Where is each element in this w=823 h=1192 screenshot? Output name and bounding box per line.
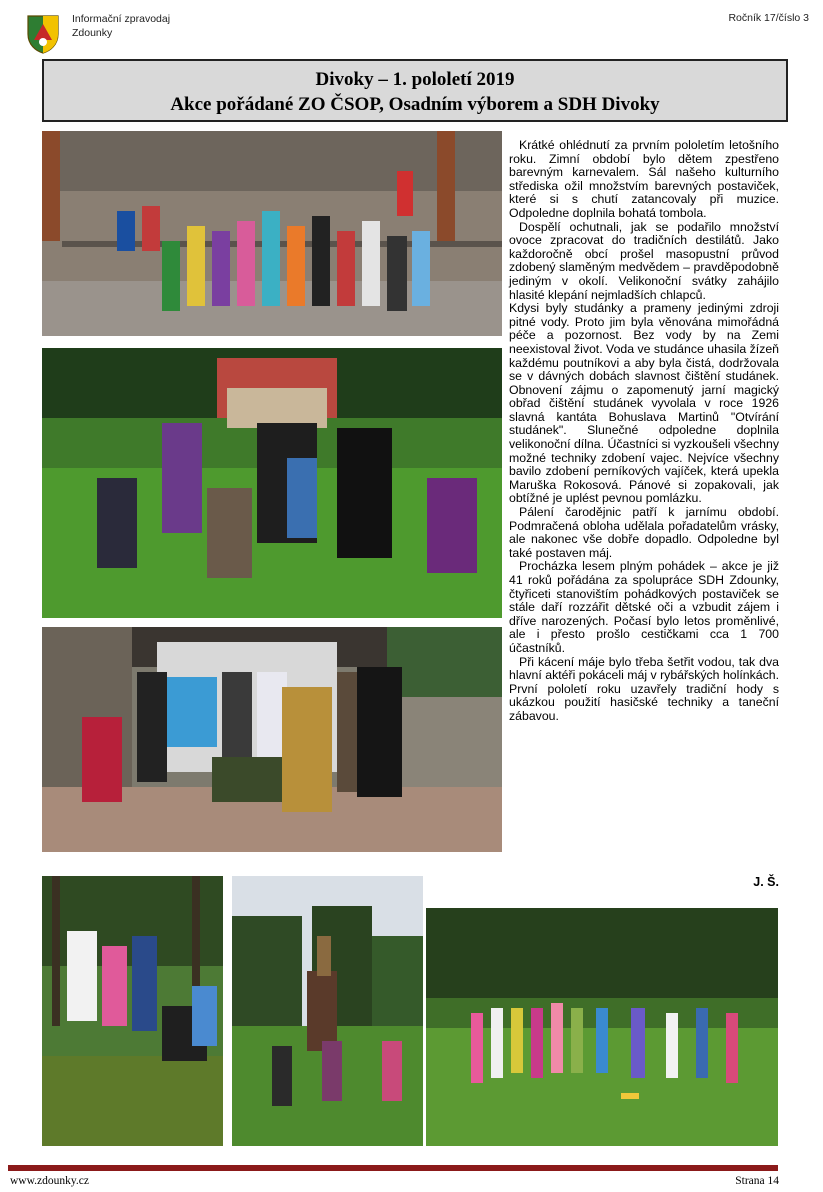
article-body	[509, 139, 779, 724]
photo-carnival	[42, 131, 502, 336]
coat-of-arms-icon	[26, 14, 60, 54]
article-paragraph: Kdysi byly studánky a prameny jedinými zdroji pitné vody. Proto jim byla věnována mimořádná péče a pozornost. Bez vody by na Zemi neexistoval život. Voda ve studánce uhasila žízeň každému poutníkovi a aby byla čistá, dodržovala se v dávných dobách slavnost čištění studánek. Obnovení zájmu o zapomenutý jarní magický obřad čištění studánek vyvolala v roce 1926 slavná kantáta Bohuslava Martinů "Otvírání studánek". Slunečné odpoledne doplnila velikonoční dílna. Účastníci si vyzkoušeli všechny možné techniky zdobení vajec. Nejvíce všechny bavilo zdobení perníkových vajíček, která upekla Maruška Rokosová. Pánové si zopakovali, jak obtížné je uplést pevnou pomlázku.	[509, 301, 780, 506]
photo-masopust	[42, 627, 502, 852]
article-title-box	[42, 59, 788, 122]
newsletter-line-1: Informační zpravodaj	[72, 13, 171, 25]
author-signature: J. Š.	[753, 875, 779, 889]
photo-forest-fairytale	[42, 876, 223, 1146]
article-subtitle: Akce pořádané ZO ČSOP, Osadním výborem a SDH Divoky	[170, 94, 660, 115]
article-paragraph: Dospělí ochutnali, jak se podařilo množství ovoce zpracovat do tradičních destilátů. Jako každoročně obcí prošel masopustní průvod zdobený slaměným medvědem – pravděpodobně jediným v okolí. Velikonoční svátky zahájilo hlasité klepání nejmladších chlapců.	[509, 219, 779, 302]
article-paragraph: Procházka lesem plným pohádek – akce je již 41 roků pořádána za spolupráce SDH Zdounky, čtyřiceti stanovištím pohádkových postaviček se stále daří rozzářit dětské oči a vzbudit zájem i dříve narozených. Počasí bylo letos proměnlivé, ale i přesto prošlo cestičkami cca 1 700 účastníků.	[509, 559, 779, 655]
photo-witch-burning	[232, 876, 423, 1146]
newsletter-name	[72, 12, 170, 40]
article-title: Divoky – 1. pololetí 2019	[315, 69, 515, 90]
issue-number: Ročník 17/číslo 3	[728, 12, 809, 24]
page-number: Strana 14	[735, 1175, 779, 1187]
footer-website[interactable]: www.zdounky.cz	[10, 1175, 89, 1187]
footer-rule	[8, 1165, 778, 1171]
article-paragraph: Krátké ohlédnutí za prvním pololetím letošního roku. Zimní období bylo dětem zpestřeno barevným karnevalem. Sál našeho kulturního střediska ožil množstvím barevných postaviček, které si s chutí zatancovaly při muzice. Odpoledne doplnila bohatá tombola.	[509, 138, 779, 220]
article-paragraph: Při kácení máje bylo třeba šetřit vodou, tak dva hlavní aktéři pokáceli máj v rybářských holínkách. První pololetí roku uzavřely tradiční hody s ukázkou použití hasičské techniky a taneční zábavou.	[509, 654, 779, 723]
article-paragraph: Pálení čarodějnic patří k jarnímu období. Podmračená obloha udělala pořadatelům vrásky, ale nakonec vše dobře dopadlo. Odpoledne byl také postaven máj.	[509, 505, 779, 560]
newsletter-line-2: Zdounky	[72, 27, 113, 39]
photo-children-meadow	[426, 908, 778, 1146]
photo-studanky-garden	[42, 348, 502, 618]
